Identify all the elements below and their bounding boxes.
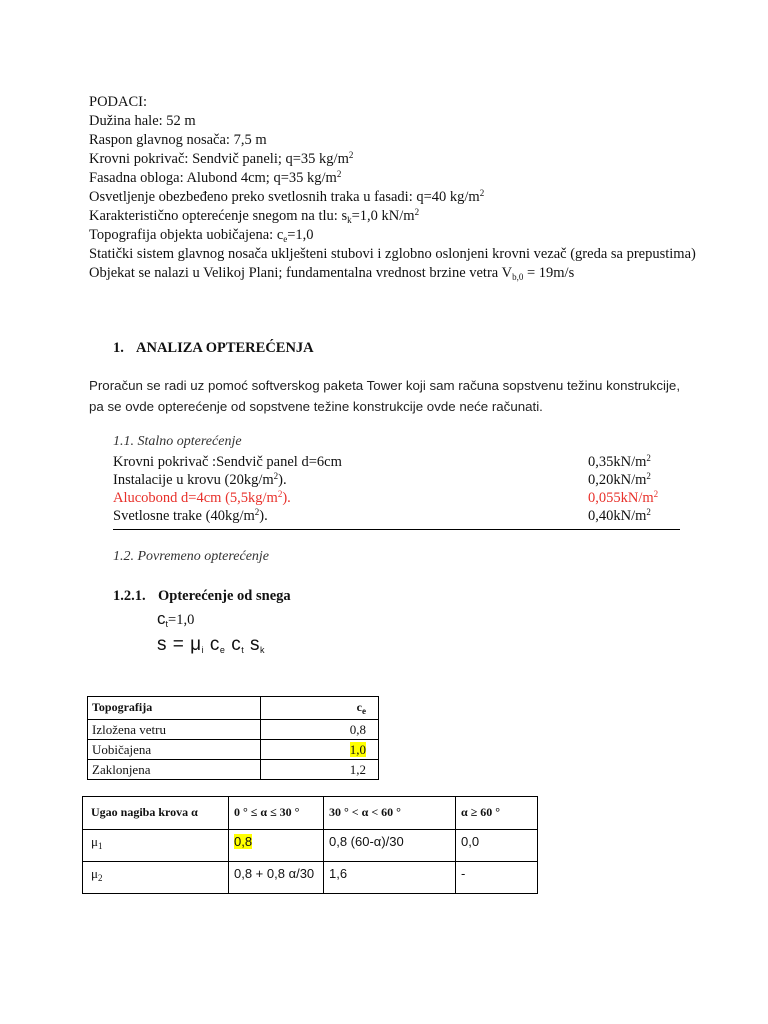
load-label: Krovni pokrivač :Sendvič panel d=6cm [113,454,342,470]
topografija-table [87,696,379,780]
podaci-line: Topografija objekta uobičajena: $c_e=1,0$ [89,227,314,244]
table-cell: Uobičajena [88,740,261,760]
load-label: Alucobond d=4cm $(5,5kg/m^2)$. [113,489,291,506]
section-heading: ANALIZA OPTEREĆENJA [136,340,314,356]
table-cell [261,740,379,760]
podaci-line: Objekat se nalazi u Velikoj Plani; fundamentalna vrednost brzine vetra $V_{b,0} = 19m/s$ [89,265,575,282]
podaci-line: Raspon glavnog nosača: 7,5 m [89,132,267,148]
table-cell: 0,0 [456,830,538,862]
load-row [113,471,676,489]
table-header: $c_e$ [261,697,379,720]
podaci-line: Karakteristično opterećenje snegom na tlu: $s_k=1,0$ $kN/m^2$ [89,207,420,225]
load-value: $0,40kN/m^2$ [588,507,651,524]
snow-formula: $s = \mu_i$ $c_e$ $c_t$ $s_k$ [157,634,265,655]
highlighted-value: 0,8 [234,834,253,849]
highlighted-value: 1,0 [349,742,366,757]
podaci-line: Dužina hale: 52 m [89,113,196,129]
table-header: Ugao nagiba krova α [83,797,229,830]
table-row [83,830,538,862]
podaci-line: Statički sistem glavnog nosača uklješteni stubovi i zglobno oslonjeni krovni vezač (greda sa prepustima) [89,246,696,262]
table-cell: 0,8 + 0,8 α/30 [229,862,324,894]
table-cell: 0,8 (60-α)/30 [324,830,456,862]
subsection-heading-stalno: 1.1. Stalno opterećenje [113,434,242,449]
table-header-row [88,697,379,720]
load-value: $0,35kN/m^2$ [588,453,651,470]
load-value: $0,055kN/m^2$ [588,489,659,506]
table-row [88,740,379,760]
table-header: α ≥ 60 ° [456,797,538,830]
podaci-line: Fasadna obloga: Alubond 4cm; q=35 $kg/m^2$ [89,169,342,186]
table-header: 0 ° ≤ α ≤ 30 ° [229,797,324,830]
table-cell: 1,2 [261,760,379,780]
table-cell: $\mu_1$ [83,830,229,862]
section-number: 1. [113,340,124,356]
load-row [113,507,676,525]
subsection-heading-povremeno: 1.2. Povremeno opterećenje [113,549,270,564]
roof-angle-table [82,796,538,894]
table-cell: Zaklonjena [88,760,261,780]
intro-paragraph: Proračun se radi uz pomoć softverskog paketa Tower koji sam računa sopstvenu težinu konstrukcije, pa se ovde opterećenje od sopstvene težine konstrukcije ovde neće računati. [89,378,681,414]
podaci-line: Krovni pokrivač: Sendvič paneli; q=35 $kg/m^2$ [89,150,354,167]
table-row [83,862,538,894]
table-cell: 1,6 [324,862,456,894]
load-value: $0,20kN/m^2$ [588,471,651,488]
load-label: Svetlosne trake $(40kg/m^2)$. [113,507,268,524]
podaci-line: Osvetljenje obezbeđeno preko svetlosnih traka u fasadi: q=40 $kg/m^2$ [89,188,485,205]
table-cell: $\mu_2$ [83,862,229,894]
subsubsection-number: 1.2.1. [113,588,146,604]
table-header: 30 ° < α < 60 ° [324,797,456,830]
table-header: Topografija [88,697,261,720]
ct-line: $c_t=1,0$ [157,609,195,629]
table-header-row [83,797,538,830]
podaci-title: PODACI: [89,94,148,110]
load-row [113,453,676,471]
load-row-highlighted [113,489,676,507]
divider-line [113,529,680,530]
load-label: Instalacije u krovu $(20kg/m^2)$. [113,471,287,488]
table-row [88,760,379,780]
table-cell: 0,8 [261,720,379,740]
table-cell: - [456,862,538,894]
subsubsection-heading: Opterećenje od snega [158,588,291,604]
table-cell: Izložena vetru [88,720,261,740]
table-row [88,720,379,740]
table-cell [229,830,324,862]
